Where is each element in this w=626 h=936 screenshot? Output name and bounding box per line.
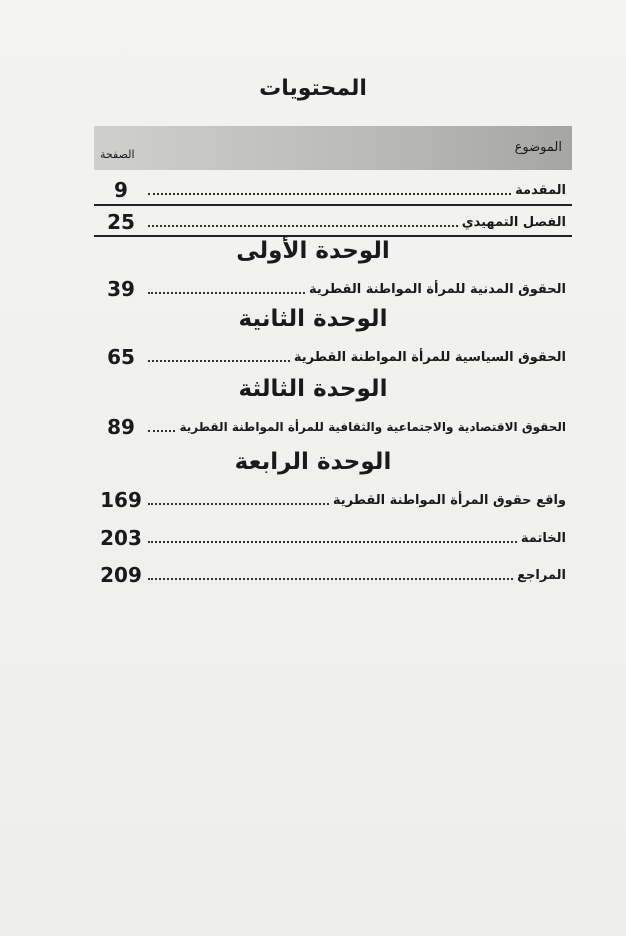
unit-heading-1: الوحدة الأولى [236, 238, 390, 264]
toc-entry-page: 209 [100, 563, 142, 587]
dot-leader [148, 185, 511, 195]
header-topic-label: الموضوع [514, 140, 562, 155]
toc-entry-label: الخاتمة [520, 530, 566, 546]
divider-line [94, 235, 572, 237]
toc-entry-label: الفصل التمهيدي [461, 214, 566, 230]
toc-entry-label: واقع حقوق المرأة المواطنة القطرية [332, 492, 566, 508]
dot-leader [148, 533, 517, 543]
toc-entry-page: 169 [100, 488, 142, 512]
toc-entry-preliminary-chapter[interactable] [98, 209, 566, 235]
dot-leader [148, 217, 458, 227]
toc-header-bar [94, 126, 572, 170]
toc-entry-conclusion[interactable] [98, 525, 566, 551]
toc-entry-page: 25 [107, 210, 135, 234]
toc-entry-page: 203 [100, 526, 142, 550]
toc-entry-label: المراجع [517, 567, 566, 583]
divider-line [94, 204, 572, 206]
header-page-label: الصفحة [100, 148, 135, 161]
toc-entry-label: الحقوق السياسية للمرأة المواطنة القطرية [293, 349, 566, 365]
dot-leader [148, 352, 290, 362]
dot-leader [148, 422, 175, 432]
dot-leader [148, 495, 329, 505]
toc-entry-page: 89 [107, 415, 135, 439]
toc-entry-economic-social-cultural-rights[interactable] [98, 414, 566, 440]
toc-entry-label: المقدمة [515, 182, 566, 198]
unit-heading-3: الوحدة الثالثة [238, 376, 388, 402]
toc-entry-label: الحقوق المدنية للمرأة المواطنة القطرية [309, 281, 566, 297]
toc-entry-civil-rights[interactable] [98, 276, 566, 302]
unit-heading-4: الوحدة الرابعة [234, 449, 392, 475]
toc-entry-page: 65 [107, 345, 135, 369]
toc-entry-political-rights[interactable] [98, 344, 566, 370]
toc-entry-label: الحقوق الاقتصادية والاجتماعية والثقافية للمرأة المواطنة القطرية [179, 420, 566, 434]
toc-entry-page: 39 [107, 277, 135, 301]
toc-entry-references[interactable] [98, 562, 566, 588]
toc-entry-introduction[interactable] [98, 177, 566, 203]
page-title: المحتويات [259, 76, 367, 101]
toc-entry-reality-of-rights[interactable] [98, 487, 566, 513]
unit-heading-2: الوحدة الثانية [238, 306, 388, 332]
toc-entry-page: 9 [114, 178, 128, 202]
dot-leader [148, 284, 305, 294]
dot-leader [148, 570, 513, 580]
